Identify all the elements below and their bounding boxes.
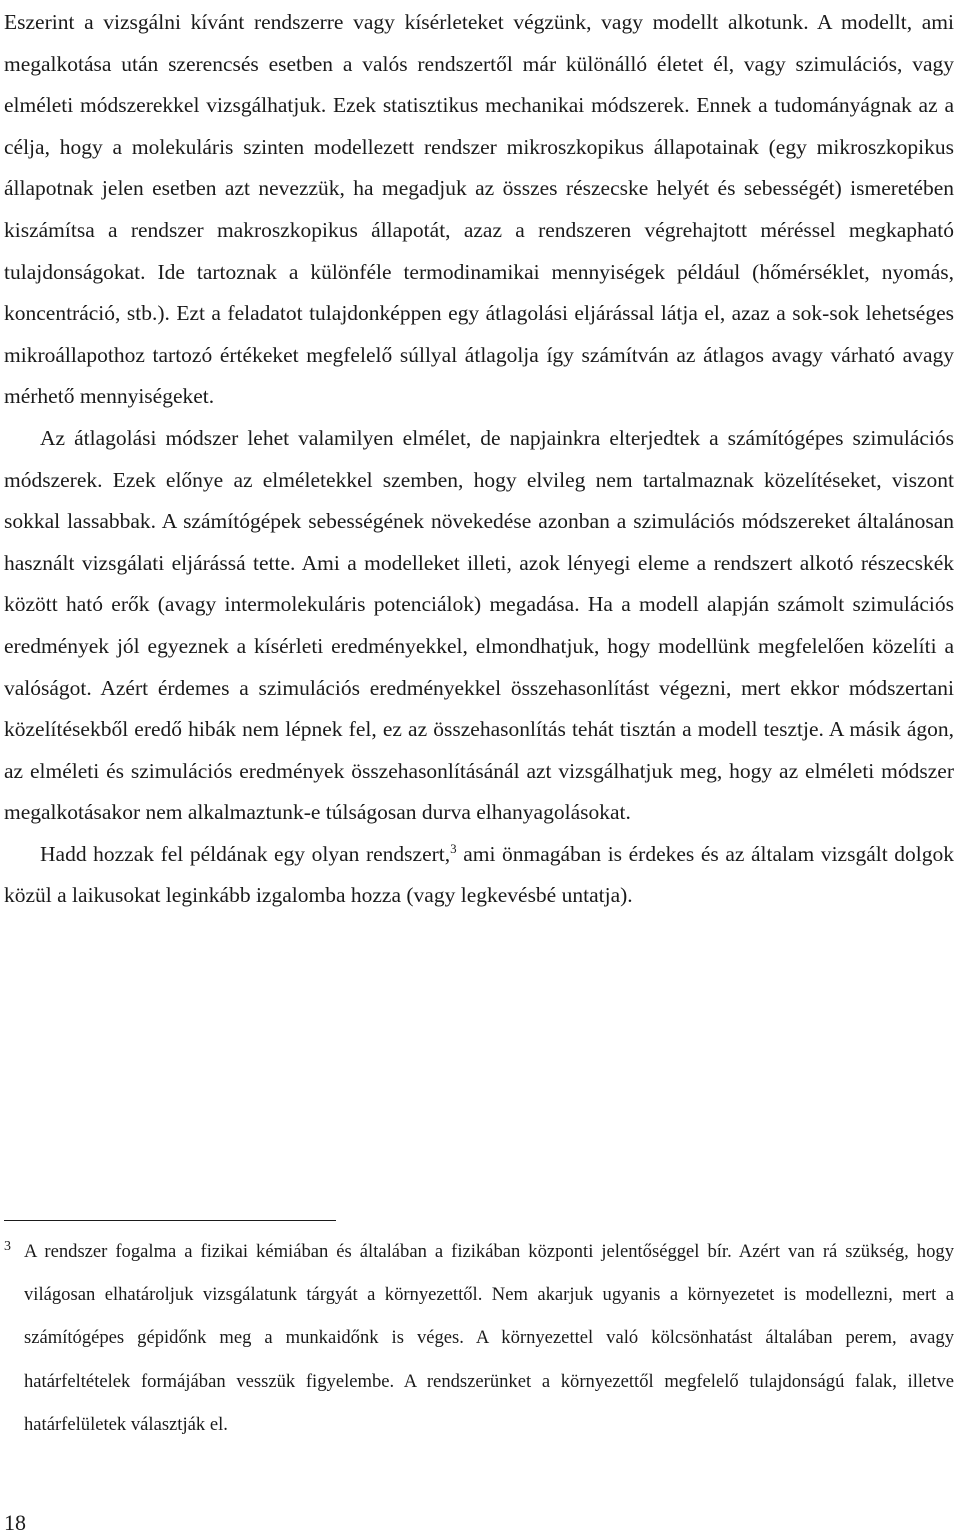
paragraph-3-text-end: ami önmagában is érdekes és az általam vizsgált dolgok közül a laikusokat leginkább izgalomba hozza (vagy legkevésbé untatja). <box>4 841 954 908</box>
paragraph-3 <box>4 834 954 917</box>
footnote-paragraph <box>4 1230 954 1446</box>
footnote-text: A rendszer fogalma a fizikai kémiában és általában a fizikában központi jelentőséggel bír. Azért van rá szükség, hogy világosan elhatároljuk vizsgálatunk tárgyát a környezettől. Nem akarjuk ugyanis a környezetet is modellezni, mert a számítógépes gépidőnk meg a munkaidőnk is véges. A környezettel való kölcsönhatást általában perem, avagy határfeltételek formájában vesszük figyelembe. A rendszerünket a környezettől megfelelő tulajdonságú falak, illetve határfelületek választják el. <box>24 1241 954 1435</box>
paragraph-2: Az átlagolási módszer lehet valamilyen elmélet, de napjainkra elterjedtek a számítógépes szimulációs módszerek. Ezek előnye az elméletekkel szemben, hogy elvileg nem tartalmaznak közelítéseket, viszont sokkal lassabbak. A számítógépek sebességének növekedése azonban a szimulációs módszereket általánosan használt vizsgálati eljárássá tette. Ami a modelleket illeti, azok lényegi eleme a rendszert alkotó részecskék között ható erők (avagy intermolekuláris potenciálok) megadása. Ha a modell alapján számolt szimulációs eredmények jól egyeznek a kísérleti eredményekkel, elmondhatjuk, hogy modellünk megfelelően közelíti a valóságot. Azért érdemes a szimulációs eredményekkel összehasonlítást végezni, mert ekkor módszertani közelítésekből eredő hibák nem lépnek fel, ez az összehasonlítás tehát tisztán a modell tesztje. A másik ágon, az elméleti és szimulációs eredmények összehasonlításánál azt vizsgálhatjuk meg, hogy az elméleti módszer megalkotásakor nem alkalmaztunk-e túlságosan durva elhanyagolásokat. <box>4 425 954 825</box>
footnote-number: 3 <box>4 1239 11 1254</box>
page-number: 18 <box>4 1510 26 1535</box>
paragraph-3-text-start: Hadd hozzak fel példának egy olyan rendszert, <box>40 841 451 866</box>
footnote-separator <box>4 1220 336 1221</box>
footnote-reference[interactable]: 3 <box>450 840 457 856</box>
paragraph-1: Eszerint a vizsgálni kívánt rendszerre vagy kísérleteket végzünk, vagy modellt alkotunk. A modellt, ami megalkotása után szerencsés esetben a valós rendszertől már különálló életet él, vagy szimulációs, vagy elméleti módszerekkel vizsgálhatjuk. Ezek statisztikus mechanikai módszerek. Ennek a tudományágnak az a célja, hogy a molekuláris szinten modellezett rendszer mikroszkopikus állapotainak (egy mikroszkopikus állapotnak jelen esetben azt nevezzük, ha megadjuk az összes részecske helyét és sebességét) ismeretében kiszámítsa a rendszer makroszkopikus állapotát, azaz a rendszeren végrehajtott méréssel megkapható tulajdonságokat. Ide tartoznak a különféle termodinamikai mennyiségek például (hőmérséklet, nyomás, koncentráció, stb.). Ezt a feladatot tulajdonképpen egy átlagolási eljárással látja el, azaz a sok-sok lehetséges mikroállapothoz tartozó értékeket megfelelő súllyal átlagolja így számítván az átlagos avagy várható avagy mérhető mennyiségeket. <box>4 10 954 409</box>
footnote <box>4 1230 954 1446</box>
main-text <box>4 2 954 917</box>
